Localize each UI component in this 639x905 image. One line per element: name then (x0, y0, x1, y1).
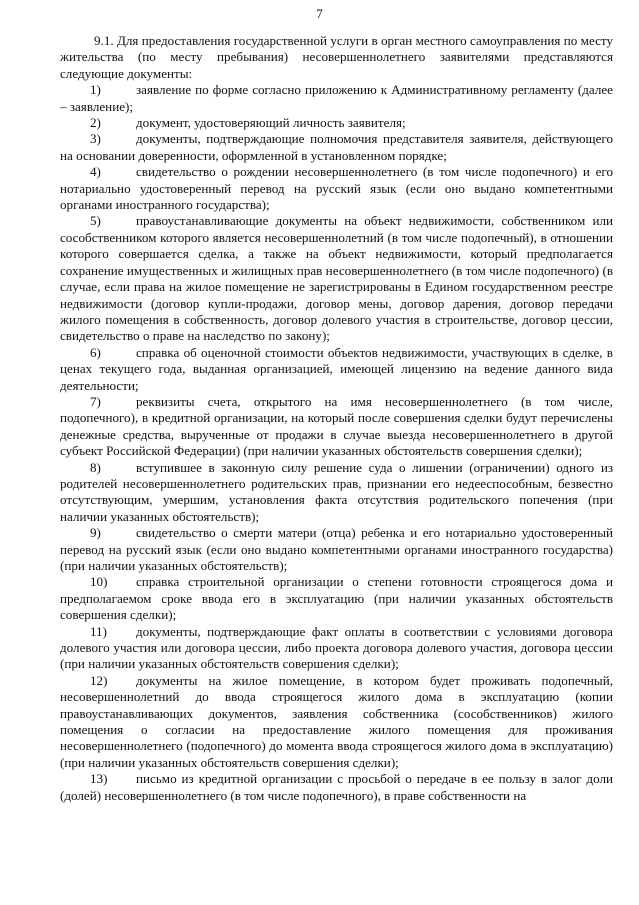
list-item-text: документы, подтверждающие полномочия представителя заявителя, действующего на основании доверенности, оформленной в установленном порядке; (60, 131, 613, 163)
list-item (60, 131, 613, 164)
list-item (60, 624, 613, 673)
list-item-number: 2) (90, 115, 101, 131)
list-item-number: 7) (90, 393, 101, 409)
list-item-number: 4) (90, 164, 101, 180)
list-item-number: 5) (90, 213, 101, 229)
list-item-text: правоустанавливающие документы на объект недвижимости, собственником или сособственником которого является несовершеннолетний (в том числе подопечный), в отношении которого совершается сделка, а также на объект недвижимости, который предполагается сохранение имущественных и жилищных прав несовершеннолетнего (в том числе подопечного) (в случае, если права на жилое помещение не зарегистрированы в Едином государственном реестре недвижимости (договор купли-продажи, договор мены, договор дарения, договор передачи жилого помещения в собственность, договор долевого участия в строительстве, договор цессии, свидетельство о праве на наследство по закону); (60, 213, 613, 344)
list-item (60, 673, 613, 771)
list-item-number: 11) (90, 623, 107, 639)
list-item (60, 164, 613, 213)
list-item-number: 9) (90, 525, 101, 541)
list-item-number: 13) (90, 771, 108, 787)
list-item (60, 115, 613, 131)
list-item (60, 525, 613, 574)
list-item (60, 574, 613, 623)
list-item (60, 82, 613, 115)
list-item (60, 771, 613, 804)
list-item-number: 3) (90, 131, 101, 147)
list-item-text: заявление по форме согласно приложению к Административному регламенту (далее – заявление); (60, 82, 613, 114)
list-item-number: 8) (90, 459, 101, 475)
list-item-text: документы, подтверждающие факт оплаты в соответствии с условиями договора долевого участия или договора цессии, либо проекта договора долевого участия, договора цессии (при наличии указанных обстоятельств совершения сделки); (60, 623, 613, 672)
list-item-text: справка об оценочной стоимости объектов недвижимости, участвующих в сделке, в ценах текущего года, выданная организацией, имеющей лицензию на ведение данного вида деятельности; (60, 344, 613, 393)
list-item-text: справка строительной организации о степени готовности строящегося дома и предполагаемом сроке ввода его в эксплуатацию (при наличии указанных обстоятельств совершения сделки); (60, 574, 613, 623)
list-item-text: свидетельство о рождении несовершеннолетнего (в том числе подопечного) и его нотариально удостоверенный перевод на русский язык (если оно выдано компетентными органами иностранного государства); (60, 164, 613, 213)
intro-paragraph: 9.1. Для предоставления государственной услуги в орган местного самоуправления по месту жительства (по месту пребывания) несовершеннолетнего заявителями представляются следующие документы: (60, 33, 613, 81)
page-number: 7 (316, 6, 323, 21)
list-item (60, 460, 613, 526)
list-item-number: 12) (90, 672, 108, 688)
list-item-text: реквизиты счета, открытого на имя несовершеннолетнего (в том числе, подопечного), в кредитной организации, на который после совершения сделки будут перечислены денежные средства, вырученные от продажи в случае выезда несовершеннолетнего в другой субъект Российской Федерации) (при наличии указанных обстоятельств совершения сделки); (60, 393, 613, 459)
list-item-number: 10) (90, 574, 108, 590)
list-item (60, 213, 613, 344)
document-body (60, 33, 613, 804)
list-item-text: свидетельство о смерти матери (отца) ребенка и его нотариально удостоверенный перевод на русский язык (если оно выдано компетентными органами иностранного государства) (при наличии указанных обстоятельств); (60, 525, 613, 573)
list-item (60, 345, 613, 394)
list-item-number: 1) (90, 82, 101, 98)
list-item-text: письмо из кредитной организации с просьбой о передаче в ее пользу в залог доли (долей) несовершеннолетнего (в том числе подопечного), в праве собственности на (60, 771, 613, 803)
list-item-number: 6) (90, 344, 101, 360)
list-item-text: вступившее в законную силу решение суда о лишении (ограничении) одного из родителей несовершеннолетнего родительских прав, признании его недееспособным, безвестно отсутствующим, умершим, установления факта отсутствия родительского попечения (при наличии указанных обстоятельств); (60, 459, 613, 524)
list-item-text: документ, удостоверяющий личность заявителя; (136, 115, 406, 131)
list-item-text: документы на жилое помещение, в котором будет проживать подопечный, несовершеннолетний до ввода строящегося жилого дома в эксплуатацию (копии правоустанавливающих документов, заявления собственника (сособственников) жилого помещения о согласии на предоставление жилого помещения для проживания несовершеннолетнего (подопечного) до момента ввода строящегося жилого дома в эксплуатацию) (при наличии указанных обстоятельств совершения сделки); (60, 672, 613, 770)
list-item (60, 394, 613, 460)
